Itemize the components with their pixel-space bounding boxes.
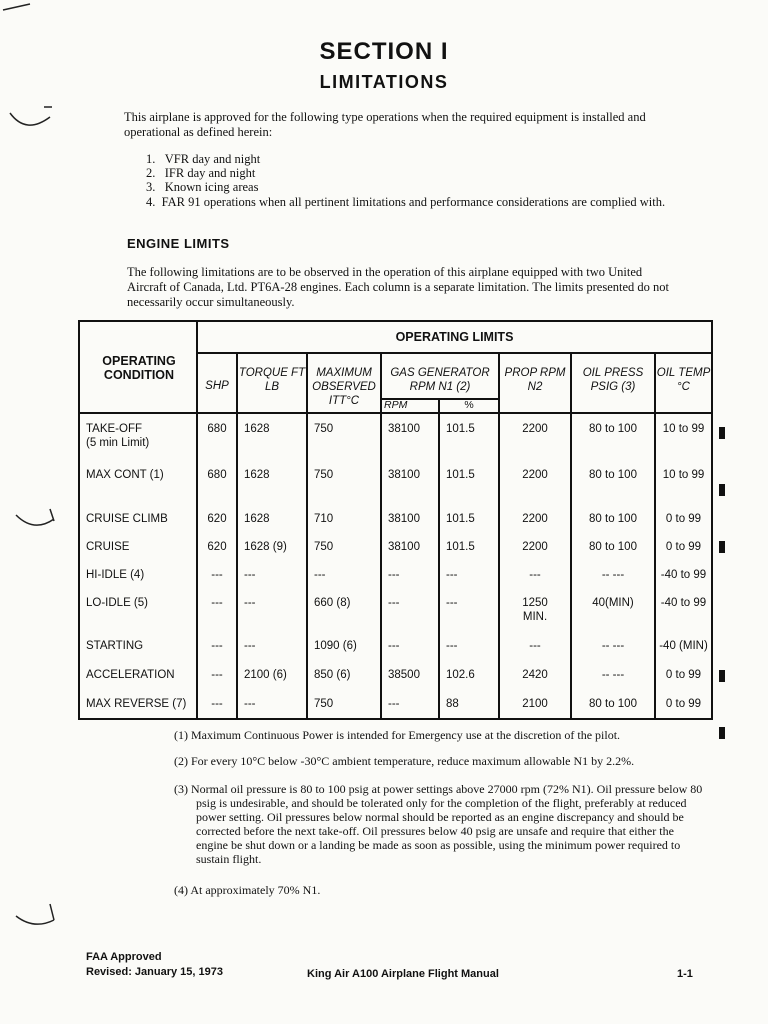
footnote-num: (4) [174, 883, 188, 897]
table-cell-rpm [388, 468, 438, 482]
intro-paragraph: This airplane is approved for the following type operations when the required equipment is installed and operational as defined herein: [124, 110, 646, 139]
col-header-rpm: RPM [384, 399, 408, 411]
table-cell-torque [244, 540, 306, 554]
table-cell-itt [314, 697, 380, 711]
table-cell-prop [500, 512, 570, 526]
operation-item [146, 166, 255, 181]
cell-value: 660 (8) [314, 597, 351, 609]
footnote-2 [174, 754, 694, 768]
table-cell-shp [198, 512, 236, 526]
table-cell-itt [314, 596, 380, 610]
operation-item [124, 195, 672, 210]
cell-value: 80 to 100 [589, 513, 637, 525]
change-bar [719, 484, 725, 496]
operation-text: IFR day and night [164, 166, 256, 180]
cell-value: 101.5 [446, 541, 475, 553]
table-cell-prop [500, 568, 570, 582]
table-cell-pct [446, 468, 498, 482]
cell-value: 2200 [522, 541, 548, 553]
cell-value: --- [244, 597, 256, 609]
cell-value: --- [388, 569, 400, 581]
table-cell-itt [314, 422, 380, 436]
table-cell-pct [446, 697, 498, 711]
table-cell-rpm [388, 512, 438, 526]
cell-value: 680 [207, 469, 227, 481]
table-cell-shp [198, 639, 236, 653]
cell-value: 38500 [388, 669, 420, 681]
cell-value: -- --- [601, 640, 625, 652]
table-cell-prop [500, 668, 570, 682]
table-cell-oilt [656, 697, 711, 711]
condition-label: MAX CONT (1) [86, 469, 164, 481]
cell-value: 1628 [244, 423, 270, 435]
col-header-shp: SHP [205, 380, 229, 392]
operation-num: 2. [146, 166, 156, 180]
table-cell-oilp [572, 468, 654, 482]
col-header-pct: % [464, 399, 474, 411]
cell-value: 1628 [244, 469, 270, 481]
table-cell-pct [446, 568, 498, 582]
cell-value: --- [211, 669, 223, 681]
table-cell-itt [314, 540, 380, 554]
cell-value: 750 [314, 698, 334, 710]
condition-label: STARTING [86, 640, 144, 652]
cell-value: 850 (6) [314, 669, 351, 681]
footnote-text: Maximum Continuous Power is intended for Emergency use at the discretion of the pilot. [191, 728, 621, 742]
table-row-condition [86, 668, 196, 682]
cell-value: --- [211, 640, 223, 652]
change-bar [719, 670, 725, 682]
table-cell-torque [244, 512, 306, 526]
table-cell-shp [198, 668, 236, 682]
table-row-condition [86, 540, 196, 554]
table-cell-oilp [572, 697, 654, 711]
table-cell-oilt [656, 596, 711, 610]
cell-value: --- [446, 597, 458, 609]
cell-value: 101.5 [446, 469, 475, 481]
limits-table [78, 320, 713, 720]
table-cell-oilt [656, 540, 711, 554]
cell-value: --- [211, 597, 223, 609]
cell-value: --- [388, 698, 400, 710]
operating-limits-header: OPERATING LIMITS [395, 330, 514, 344]
table-cell-oilt [656, 668, 711, 682]
cell-subvalue: MIN. [522, 611, 548, 623]
footnote-num: (2) [174, 754, 188, 768]
page-title: LIMITATIONS [319, 72, 449, 92]
footnote-text: At approximately 70% N1. [190, 883, 321, 897]
cell-value: 80 to 100 [589, 541, 637, 553]
engine-limits-heading: ENGINE LIMITS [127, 236, 230, 251]
table-row-condition [86, 568, 196, 582]
cell-value: 38100 [388, 423, 420, 435]
table-cell-torque [244, 468, 306, 482]
cell-value: 2200 [522, 469, 548, 481]
margin-hook-mark-2 [12, 505, 62, 535]
condition-label: CRUISE CLIMB [86, 513, 168, 525]
table-cell-prop [500, 596, 570, 624]
table-cell-shp [198, 540, 236, 554]
table-cell-itt [314, 512, 380, 526]
table-cell-rpm [388, 596, 438, 610]
condition-label: ACCELERATION [86, 669, 175, 681]
change-bar [719, 727, 725, 739]
table-cell-prop [500, 468, 570, 482]
cell-value: --- [211, 569, 223, 581]
cell-value: --- [388, 597, 400, 609]
cell-value: -40 to 99 [660, 569, 707, 581]
footnote-3 [174, 782, 706, 866]
operation-num: 1. [146, 152, 156, 166]
margin-hook-mark-3 [12, 900, 62, 930]
footer-revised: Revised: January 15, 1973 [86, 966, 223, 978]
cell-value: 2200 [522, 423, 548, 435]
operation-item [146, 180, 258, 195]
cell-value: 1628 [244, 513, 270, 525]
table-row-condition [86, 596, 196, 610]
condition-label: TAKE-OFF [86, 423, 143, 435]
table-cell-torque [244, 697, 306, 711]
operation-text: VFR day and night [164, 152, 261, 166]
cell-value: 40(MIN) [592, 597, 634, 609]
cell-value: 101.5 [446, 513, 475, 525]
table-cell-pct [446, 422, 498, 436]
table-row-condition [86, 639, 196, 653]
cell-value: 0 to 99 [665, 513, 702, 525]
table-cell-torque [244, 639, 306, 653]
cell-value: 0 to 99 [665, 698, 702, 710]
footer-page-number: 1-1 [677, 968, 693, 980]
table-cell-shp [198, 697, 236, 711]
table-cell-itt [314, 668, 380, 682]
cell-value: 2100 (6) [244, 669, 287, 681]
cell-value: -40 (MIN) [659, 640, 708, 652]
table-cell-rpm [388, 668, 438, 682]
table-row-condition [86, 512, 196, 526]
table-cell-rpm [388, 639, 438, 653]
table-cell-oilt [656, 468, 711, 482]
table-row-condition [86, 422, 196, 450]
table-cell-prop [500, 540, 570, 554]
col-header-prop: PROP RPM N2 [504, 367, 566, 393]
table-cell-oilp [572, 422, 654, 436]
cell-value: -40 to 99 [660, 597, 707, 609]
table-cell-pct [446, 668, 498, 682]
col-header-oil-press: OIL PRESS PSIG (3) [582, 367, 644, 393]
cell-value: 2420 [522, 669, 548, 681]
cell-value: --- [244, 569, 256, 581]
cell-value: 2200 [522, 513, 548, 525]
table-cell-prop [500, 697, 570, 711]
margin-hook-mark-1 [6, 105, 56, 135]
cell-value: --- [211, 698, 223, 710]
engine-intro-paragraph: The following limitations are to be observed in the operation of this airplane equipped with two United Aircraft of Canada, Ltd. PT6A-28 engines. Each column is a separate limitation. The limits presented do not necessarily occur simultaneously. [127, 265, 669, 309]
cell-value: 620 [207, 541, 227, 553]
cell-value: 38100 [388, 541, 420, 553]
table-cell-torque [244, 422, 306, 436]
cell-value: 620 [207, 513, 227, 525]
cell-value: 750 [314, 469, 334, 481]
table-cell-pct [446, 596, 498, 610]
margin-hook-mark-top [0, 0, 40, 20]
condition-label: CRUISE [86, 541, 130, 553]
change-bar [719, 427, 725, 439]
cell-value: 710 [314, 513, 334, 525]
table-row-condition [86, 468, 196, 482]
cell-value: 38100 [388, 513, 420, 525]
cell-value: 10 to 99 [662, 469, 705, 481]
table-cell-oilp [572, 568, 654, 582]
cell-value: 0 to 99 [665, 669, 702, 681]
cell-value: 80 to 100 [589, 423, 637, 435]
cell-value: 80 to 100 [589, 469, 637, 481]
cell-value: --- [446, 640, 458, 652]
table-cell-rpm [388, 568, 438, 582]
operation-item [146, 152, 260, 167]
cell-value: --- [244, 640, 256, 652]
table-cell-prop [500, 639, 570, 653]
cell-value: 750 [314, 423, 334, 435]
operation-num: 3. [146, 180, 156, 194]
cell-value: 0 to 99 [665, 541, 702, 553]
table-cell-oilp [572, 512, 654, 526]
table-cell-oilt [656, 422, 711, 436]
col-header-itt: MAXIMUM OBSERVED ITT°C [312, 367, 376, 407]
cell-value: --- [529, 569, 541, 581]
cell-value: 750 [314, 541, 334, 553]
cell-value: --- [244, 698, 256, 710]
cell-value: -- --- [601, 569, 625, 581]
table-cell-oilt [656, 639, 711, 653]
footnote-text: For every 10°C below -30°C ambient temperature, reduce maximum allowable N1 by 2.2%. [191, 754, 635, 768]
table-cell-oilt [656, 568, 711, 582]
table-cell-shp [198, 568, 236, 582]
table-cell-pct [446, 512, 498, 526]
cell-value: 1628 (9) [244, 541, 287, 553]
table-cell-oilp [572, 540, 654, 554]
table-cell-itt [314, 568, 380, 582]
table-cell-rpm [388, 422, 438, 436]
condition-sublabel: (5 min Limit) [86, 437, 150, 449]
cell-value: 1090 (6) [314, 640, 357, 652]
table-cell-shp [198, 468, 236, 482]
table-cell-oilp [572, 596, 654, 610]
table-cell-torque [244, 568, 306, 582]
cell-value: --- [446, 569, 458, 581]
cell-value: --- [388, 640, 400, 652]
operation-text: Known icing areas [164, 180, 259, 194]
cell-value: 680 [207, 423, 227, 435]
footnote-1 [174, 728, 694, 742]
table-cell-torque [244, 596, 306, 610]
table-cell-oilp [572, 639, 654, 653]
cell-value: --- [314, 569, 326, 581]
footnote-num: (1) [174, 728, 188, 742]
operation-num: 4. [146, 195, 156, 209]
table-cell-prop [500, 422, 570, 436]
cell-value: 101.5 [446, 423, 475, 435]
condition-header: OPERATING CONDITION [102, 354, 176, 382]
col-header-torque: TORQUE FT LB [238, 367, 306, 393]
condition-label: LO-IDLE (5) [86, 597, 148, 609]
table-cell-pct [446, 639, 498, 653]
table-row-condition [86, 697, 196, 711]
table-cell-rpm [388, 697, 438, 711]
table-cell-itt [314, 639, 380, 653]
table-cell-oilp [572, 668, 654, 682]
change-bar [719, 541, 725, 553]
footnote-num: (3) [174, 782, 188, 796]
cell-value: -- --- [601, 669, 625, 681]
cell-value: 1250 [522, 597, 548, 609]
cell-value: --- [529, 640, 541, 652]
cell-value: 80 to 100 [589, 698, 637, 710]
footer-manual-title: King Air A100 Airplane Flight Manual [307, 968, 499, 980]
footer-approved: FAA Approved [86, 951, 162, 963]
cell-value: 102.6 [446, 669, 475, 681]
table-cell-shp [198, 422, 236, 436]
table-cell-shp [198, 596, 236, 610]
footnote-4 [174, 883, 694, 897]
cell-value: 2100 [522, 698, 548, 710]
cell-value: 38100 [388, 469, 420, 481]
condition-label: MAX REVERSE (7) [86, 698, 187, 710]
col-header-gas-generator: GAS GENERATOR RPM N1 (2) [390, 367, 490, 393]
cell-value: 88 [446, 698, 459, 710]
table-cell-oilt [656, 512, 711, 526]
operation-text: FAR 91 operations when all pertinent limitations and performance considerations are complied with. [161, 195, 666, 209]
cell-value: 10 to 99 [662, 423, 705, 435]
col-header-oil-temp: OIL TEMP °C [656, 367, 711, 393]
condition-label: HI-IDLE (4) [86, 569, 145, 581]
table-cell-torque [244, 668, 306, 682]
table-cell-pct [446, 540, 498, 554]
table-cell-itt [314, 468, 380, 482]
footnote-text: Normal oil pressure is 80 to 100 psig at power settings above 27000 rpm (72% N1). Oil pressure below 80 psig is undesirable, and should be tolerated only for the completion of the flight, preferably at reduced power setting. Oil pressures below normal should be reported as an engine discrepancy and should be corrected before the next take-off. Oil pressures below 40 psig are unsafe and require that either the engine be shut down or a landing be made as soon as possible, using the minimum power required to sustain flight. [191, 782, 703, 866]
section-title: SECTION I [319, 38, 449, 65]
table-cell-rpm [388, 540, 438, 554]
